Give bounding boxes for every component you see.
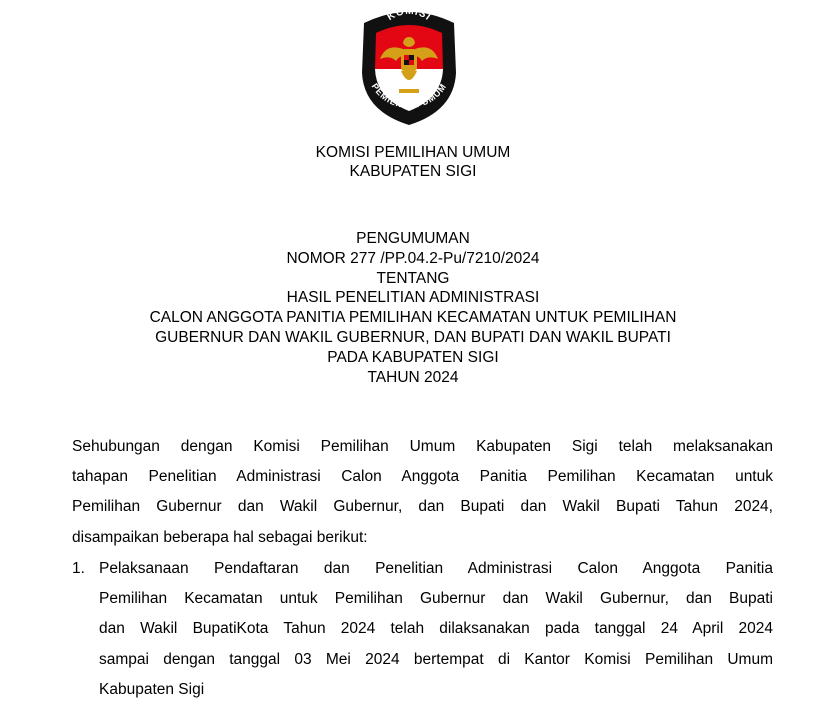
list-item-body xyxy=(99,554,773,705)
subject-line: GUBERNUR DAN WAKIL GUBERNUR, DAN BUPATI DAN WAKIL BUPATI xyxy=(155,328,671,346)
subject-line: TAHUN 2024 xyxy=(367,368,459,386)
paragraph-line: disampaikan beberapa hal sebagai berikut: xyxy=(72,528,368,546)
list-item-line: Pemilihan Kecamatan untuk Pemilihan Gubernur dan Wakil Gubernur, dan Bupati xyxy=(99,590,773,608)
org-region: KABUPATEN SIGI xyxy=(349,163,477,180)
list-item-line: Kabupaten Sigi xyxy=(99,680,205,698)
announcement-about: TENTANG xyxy=(376,269,450,287)
paragraph-line: tahapan Penelitian Administrasi Calon Anggota Panitia Pemilihan Kecamatan untuk xyxy=(72,468,773,486)
subject-line: CALON ANGGOTA PANITIA PEMILIHAN KECAMATAN UNTUK PEMILIHAN xyxy=(149,309,677,327)
subject-line: PADA KABUPATEN SIGI xyxy=(327,348,499,366)
paragraph-line: Pemilihan Gubernur dan Wakil Gubernur, dan Bupati dan Wakil Bupati Tahun 2024, xyxy=(72,498,773,516)
announcement-heading: PENGUMUMAN xyxy=(356,230,470,247)
kpu-logo xyxy=(356,3,462,128)
logo-top-text: KOMISI xyxy=(385,5,433,24)
list-item-line: Pelaksanaan Pendaftaran dan Penelitian Administrasi Calon Anggota Panitia xyxy=(99,560,773,577)
list-item-number: 1. xyxy=(72,560,85,577)
intro-paragraph xyxy=(72,432,773,553)
list-item-line: sampai dengan tanggal 03 Mei 2024 bertempat di Kantor Komisi Pemilihan Umum xyxy=(99,650,773,668)
organization-header xyxy=(0,143,826,181)
announcement-title xyxy=(0,229,826,387)
announcement-number: NOMOR 277 /PP.04.2-Pu/7210/2024 xyxy=(286,249,540,267)
paragraph-line: Sehubungan dengan Komisi Pemilihan Umum Kabupaten Sigi telah melaksanakan xyxy=(72,438,773,455)
list-item-line: dan Wakil BupatiKota Tahun 2024 telah dilaksanakan pada tanggal 24 April 2024 xyxy=(99,620,773,638)
logo-bottom-text: PEMILIHAN UMUM xyxy=(369,81,449,111)
org-name: KOMISI PEMILIHAN UMUM xyxy=(315,144,511,161)
subject-line: HASIL PENELITIAN ADMINISTRASI xyxy=(286,289,540,307)
